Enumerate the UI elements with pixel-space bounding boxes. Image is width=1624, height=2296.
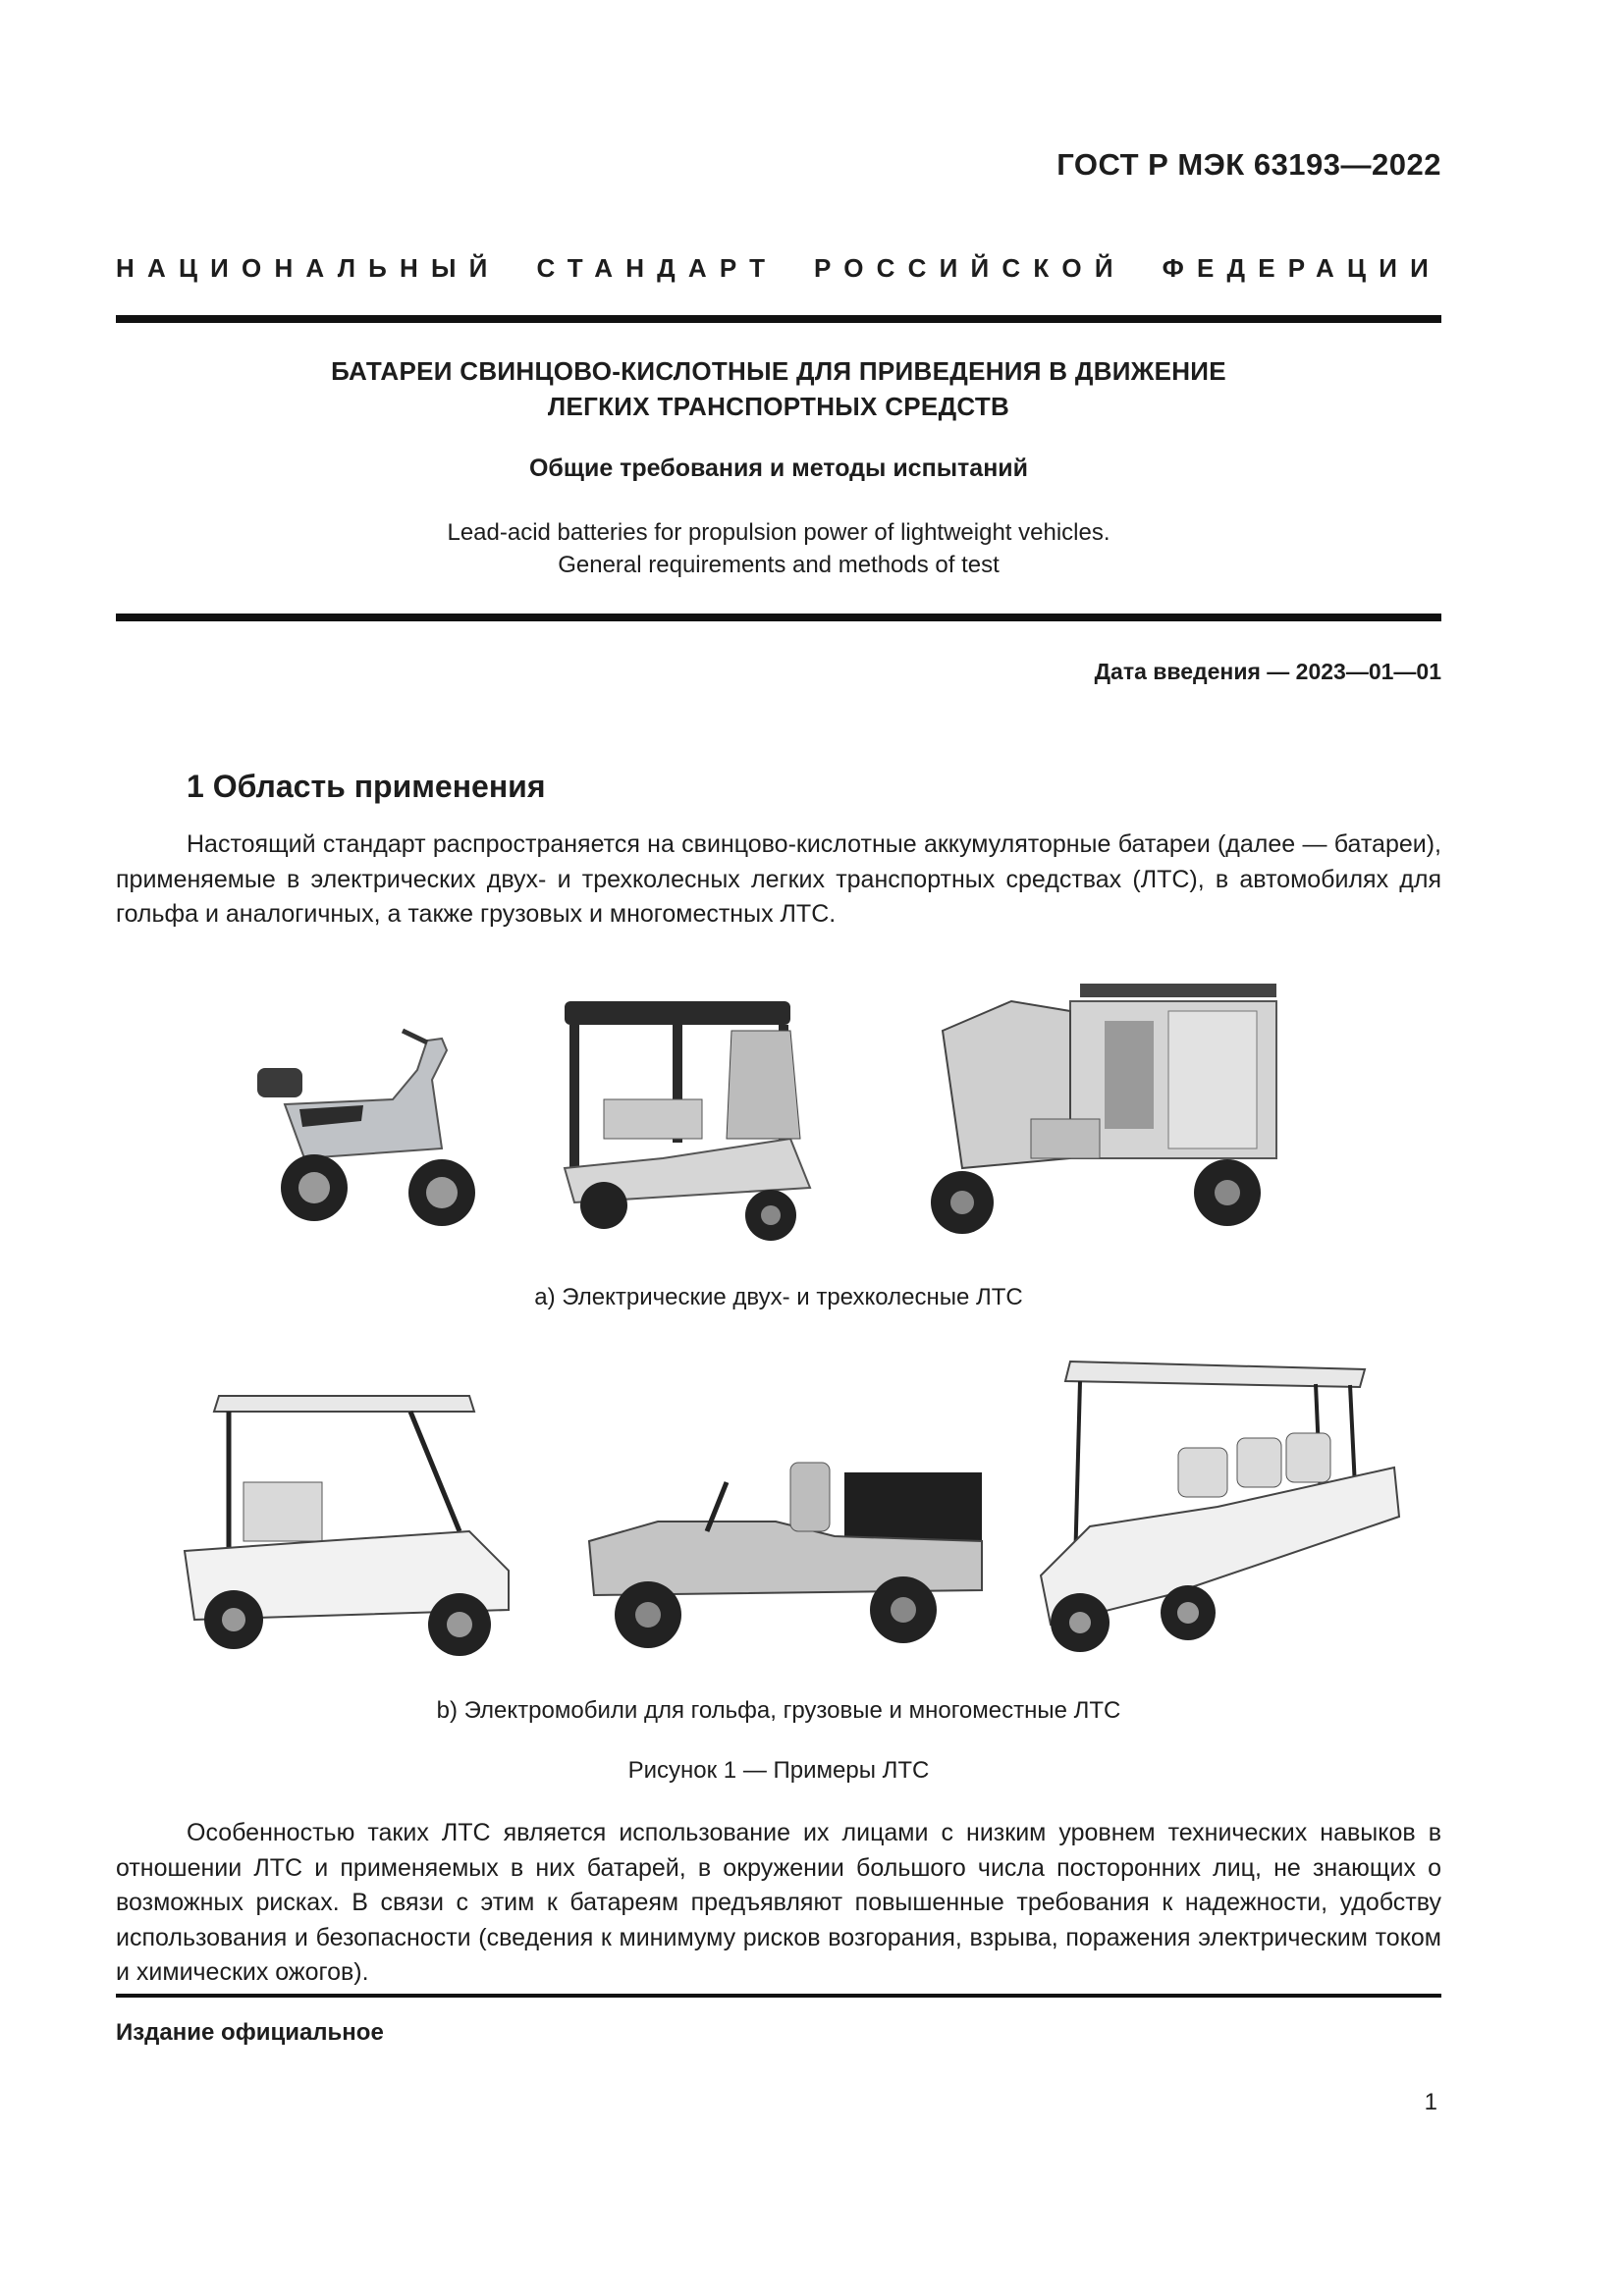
english-title (116, 516, 1441, 581)
rickshaw-image (545, 991, 820, 1247)
page-number: 1 (1424, 2089, 1437, 2115)
introduction-date: Дата введения — 2023—01—01 (1094, 659, 1441, 684)
standard-number: ГОСТ Р МЭК 63193—2022 (1056, 147, 1441, 182)
figure-caption-a: a) Электрические двух- и трехколесные ЛТС (534, 1284, 1023, 1310)
title-divider (116, 614, 1441, 621)
scooter-image (245, 1011, 481, 1227)
golf-cart-image (175, 1384, 538, 1659)
document-subtitle: Общие требования и методы испытаний (528, 454, 1029, 482)
multi-seat-cart-image (1021, 1350, 1414, 1664)
features-paragraph: Особенностью таких ЛТС является использование их лицами с низким уровнем технических навыков в отношении ЛТС и применяемых в них батарей, в окружении большого числа посторонних лиц, не знающих о возможных рисках. В связи с этим к батареям предъявляют повышенные требования к надежности, удобству использования и безопасности (сведения к минимуму рисков возгорания, взрыва, поражения электрическим током и химических ожогов). (116, 1819, 1441, 1986)
english-title-line-1: Lead-acid batteries for propulsion power of lightweight vehicles. (447, 519, 1110, 546)
figure-caption: Рисунок 1 — Примеры ЛТС (627, 1757, 930, 1784)
title-line-2: ЛЕГКИХ ТРАНСПОРТНЫХ СРЕДСТВ (547, 392, 1010, 421)
english-title-line-2: General requirements and methods of test (558, 552, 1000, 578)
title-line-1: БАТАРЕИ СВИНЦОВО-КИСЛОТНЫЕ ДЛЯ ПРИВЕДЕНИЯ В ДВИЖЕНИЕ (331, 356, 1226, 386)
edition-label: Издание официальное (116, 2019, 384, 2046)
document-title (116, 353, 1441, 424)
figure-caption-b: b) Электромобили для гольфа, грузовые и многоместные ЛТС (436, 1697, 1121, 1724)
top-divider (116, 315, 1441, 323)
national-standard-title: НАЦИОНАЛЬНЫЙ СТАНДАРТ РОССИЙСКОЙ ФЕДЕРАЦИИ (116, 253, 1441, 283)
utility-vehicle-image (579, 1443, 992, 1654)
bottom-divider (116, 1994, 1441, 1998)
section-heading: 1 Область применения (187, 769, 546, 804)
scope-paragraph: Настоящий стандарт распространяется на свинцово-кислотные аккумуляторные батареи (далее — батареи), применяемые в электрических двух- и трехколесных легких транспортных средствах (ЛТС), в автомобилях для гольфа и аналогичных, а также грузовых и многоместных ЛТС. (116, 830, 1441, 928)
cargo-tricycle-image (923, 972, 1296, 1247)
